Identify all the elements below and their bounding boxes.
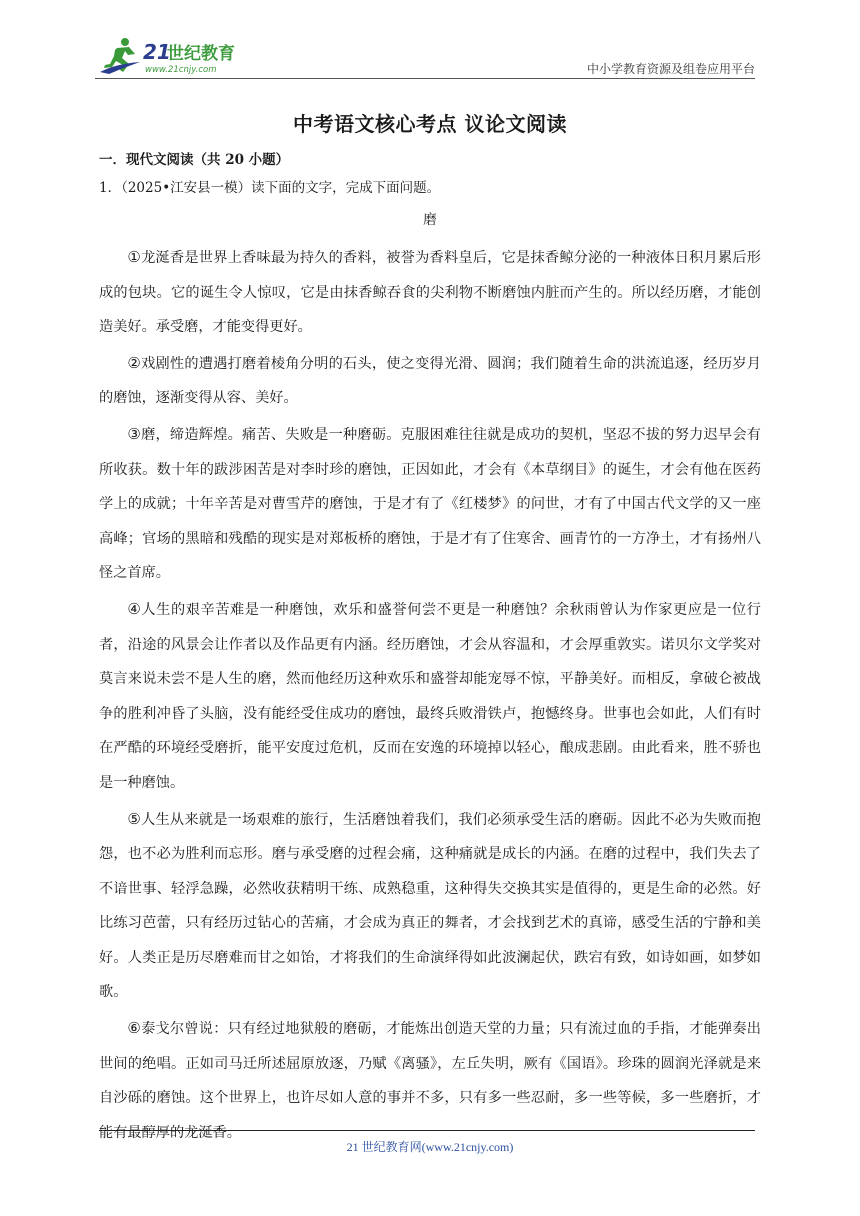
paragraph-number: ⑤: [127, 809, 142, 828]
page-header: [95, 34, 755, 80]
article-title: 磨: [423, 212, 437, 228]
section-heading: 一．现代文阅读（共 20 小题）: [99, 152, 290, 168]
paragraph-text: 戏剧性的遭遇打磨着棱角分明的石头，使之变得光滑、圆润；我们随着生命的洪流追逐，经历岁月的磨蚀，逐渐变得从容、美好。: [99, 355, 761, 407]
platform-name: 中小学教育资源及组卷应用平台: [586, 62, 755, 76]
page-footer[interactable]: 21 世纪教育网(www.21cnjy.com): [346, 1140, 514, 1154]
svg-text:www.21cnjy.com: www.21cnjy.com: [145, 65, 217, 75]
paragraph-number: ①: [127, 248, 142, 266]
runner-icon: [100, 38, 140, 74]
paragraph-text: 磨，缔造辉煌。痛苦、失败是一种磨砺。克服困难往往就是成功的契机，坚忍不拔的努力迟早会有所收获。数十年的跋涉困苦是对李时珍的磨蚀，正因如此，才会有《本草纲目》的诞生，才会有他在医药学上的成就；十年辛苦是对曹雪芹的磨蚀，于是才有了《红楼梦》的问世，才有了中国古代文学的又一座高峰；官场的黑暗和残酷的现实是对郑板桥的磨蚀，于是才有了住寒舍、画青竹的一方净土，才有扬州八怪之首席。: [99, 426, 761, 582]
paragraph-1: [99, 240, 761, 345]
svg-text:21: 21: [143, 40, 171, 64]
question-stem: 1．（2025•江安县一模）读下面的文字，完成下面问题。: [99, 180, 441, 196]
document-body: [99, 150, 761, 1150]
paragraph-text: 龙涎香是世界上香味最为持久的香料，被誉为香料皇后，它是抹香鲸分泌的一种液体日积月累后形成的包块。它的诞生令人惊叹，它是由抹香鲸吞食的尖利物不断磨蚀内脏而产生的。所以经历磨，才能创造美好。承受磨，才能变得更好。: [99, 250, 761, 336]
paragraph-3: [99, 417, 761, 591]
site-logo: [95, 34, 265, 78]
document-title: 中考语文核心考点 议论文阅读: [293, 112, 567, 136]
paragraph-5: [99, 802, 761, 1011]
paragraph-text: 人生的艰辛苦难是一种磨蚀，欢乐和盛誉何尝不更是一种磨蚀？余秋雨曾认为作家更应是一位行者，沿途的风景会让作者以及作品更有内涵。经历磨蚀，才会从容温和，才会厚重敦实。诺贝尔文学奖对莫言来说未尝不是人生的磨，然而他经历这种欢乐和盛誉却能宠辱不惊，平静美好。而相反，拿破仑被战争的胜利冲昏了头脑，没有能经受住成功的磨蚀，最终兵败滑铁卢，抱憾终身。世事也会如此，人们有时在严酷的环境经受磨折，能平安度过危机，反而在安逸的环境掉以轻心，酿成悲剧。由此看来，胜不骄也是一种磨蚀。: [99, 601, 761, 791]
paragraph-text: 人生从来就是一场艰难的旅行，生活磨蚀着我们，我们必须承受生活的磨砺。因此不必为失败而抱怨，也不必为胜利而忘形。磨与承受磨的过程会痛，这种痛就是成长的内涵。在磨的过程中，我们失去了不谙世事、轻浮急躁，必然收获精明干练、成熟稳重，这种得失交换其实是值得的，更是生命的必然。好比练习芭蕾，只有经历过钻心的苦痛，才会成为真正的舞者，才会找到艺术的真谛，感受生活的宁静和美好。人类正是历尽磨难而甘之如饴，才将我们的生命演绎得如此波澜起伏，跌宕有致，如诗如画，如梦如歌。: [99, 811, 761, 1001]
paragraph-text: 泰戈尔曾说：只有经过地狱般的磨砺，才能炼出创造天堂的力量；只有流过血的手指，才能弹奏出世间的绝唱。正如司马迁所述屈原放逐，乃赋《离骚》，左丘失明，厥有《国语》。珍珠的圆润光泽就是来自沙砾的磨蚀。这个世界上，也许尽如人意的事并不多，只有多一些忍耐，多一些等候，多一些磨折，才能有最醇厚的龙涎香。: [99, 1021, 761, 1141]
footer-divider: [99, 1130, 755, 1131]
paragraph-number: ④: [127, 599, 142, 618]
svg-text:世纪教育: 世纪教育: [167, 44, 235, 64]
paragraph-number: ⑥: [127, 1019, 142, 1038]
paragraph-number: ②: [127, 353, 142, 372]
paragraph-2: [99, 346, 761, 416]
paragraph-4: [99, 592, 761, 801]
paragraph-number: ③: [127, 424, 142, 443]
header-divider: [95, 78, 755, 79]
